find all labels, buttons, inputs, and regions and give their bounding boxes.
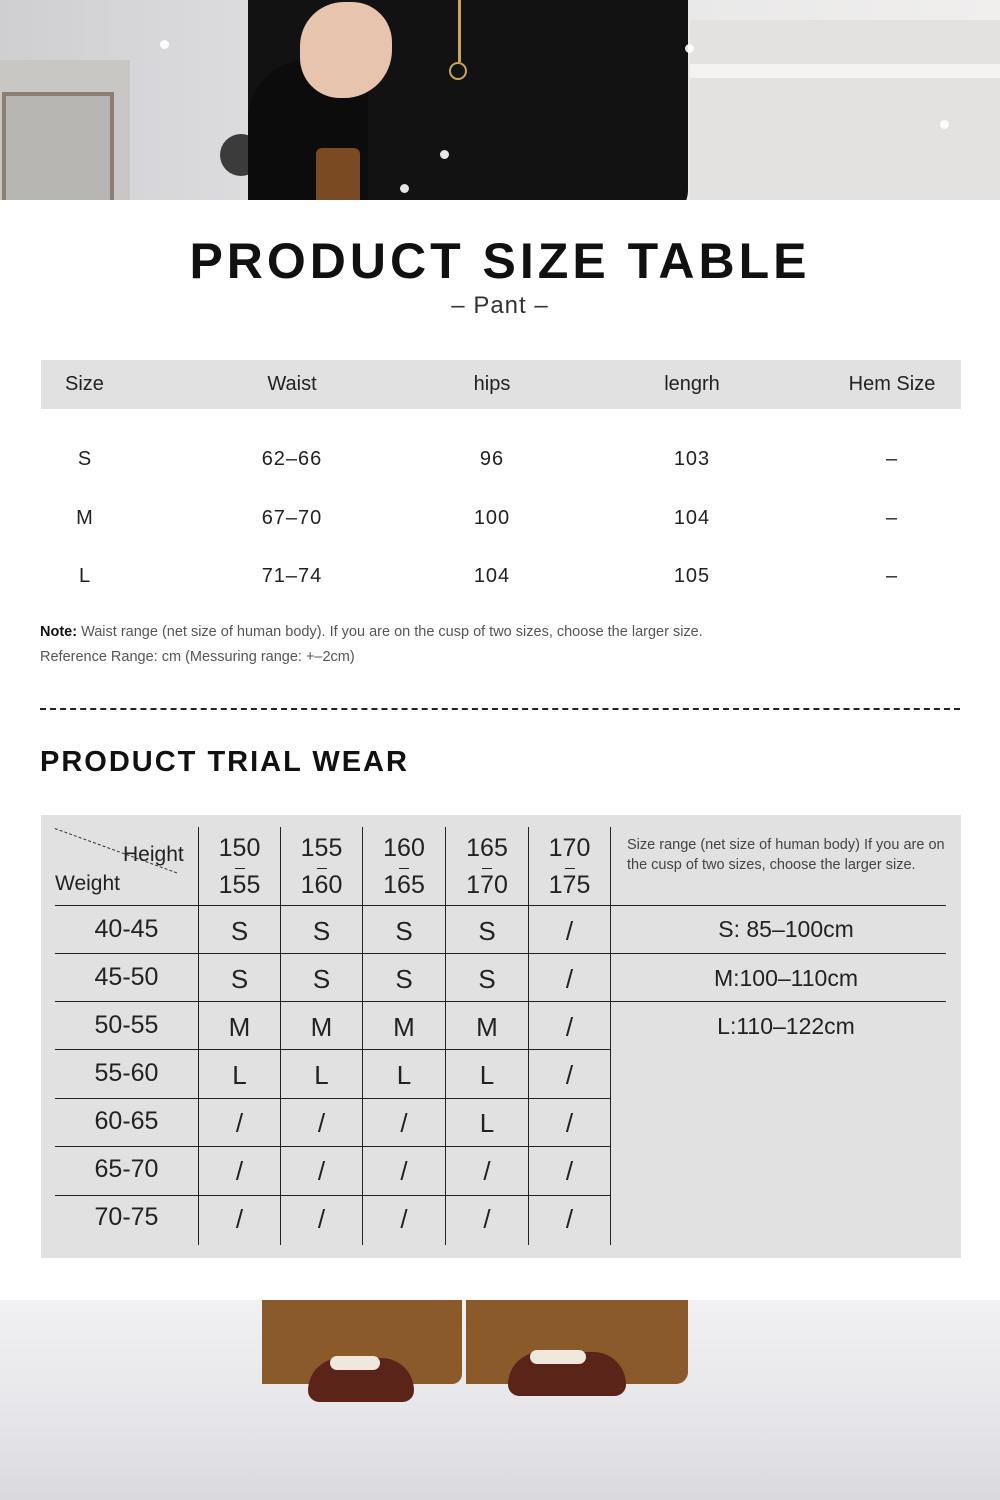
size-note [40, 624, 703, 640]
range-l: L:110–122cm [717, 1013, 855, 1039]
trial-cell: L [479, 1060, 495, 1090]
background-window [2, 92, 114, 200]
grid-line [55, 1195, 610, 1196]
trial-cell: / [483, 1156, 491, 1186]
height-top: 165 [466, 834, 508, 862]
trial-wear-title: PRODUCT TRIAL WEAR [40, 746, 409, 778]
size-row-m [41, 498, 961, 538]
model-photo-top [0, 0, 1000, 200]
cell-hem-size: – [885, 507, 899, 529]
height-bottom: 165 [363, 867, 445, 904]
cell-size: S [77, 448, 93, 470]
cell-hips: 100 [473, 507, 511, 529]
trial-cell: S [312, 916, 331, 946]
building-ledge [690, 64, 1000, 78]
trial-cell: M [476, 1012, 498, 1042]
cell-hem-size: – [885, 565, 899, 587]
grid-line [55, 1146, 610, 1147]
weight-label: 55-60 [94, 1059, 159, 1087]
height-top: 150 [218, 834, 261, 862]
weight-label: 45-50 [94, 963, 159, 991]
necklace-chain [458, 0, 461, 62]
section-divider [40, 708, 960, 710]
cell-hem-size: – [885, 448, 899, 470]
size-row-s [41, 439, 961, 479]
height-bottom: 170 [446, 867, 528, 904]
trial-cell: L [232, 1060, 247, 1090]
cell-size: L [78, 565, 92, 587]
size-row-l [41, 556, 961, 596]
note-text: Waist range (net size of human body). If you are on the cusp of two sizes, choose the larger size. [77, 624, 703, 640]
trial-cell: / [400, 1156, 408, 1186]
height-column-155-160 [281, 830, 362, 904]
cell-waist: 62–66 [261, 448, 323, 470]
range-s: S: 85–100cm [718, 916, 854, 942]
trial-cell: / [317, 1108, 326, 1138]
trial-cell: L [314, 1060, 329, 1090]
height-top: 170 [548, 834, 591, 862]
cell-waist: 71–74 [261, 565, 323, 587]
trial-cell: / [565, 1204, 574, 1234]
model-photo-bottom [0, 1300, 1000, 1500]
sock-left [330, 1356, 380, 1370]
weight-label: 50-55 [94, 1011, 159, 1039]
snowflake [400, 184, 409, 193]
size-table-title: PRODUCT SIZE TABLE [189, 233, 811, 289]
trial-cell: / [565, 916, 574, 946]
trial-cell: / [565, 1012, 574, 1042]
trial-cell: S [478, 916, 496, 946]
reference-range-note: Reference Range: cm (Messuring range: +–2cm) [40, 649, 355, 665]
trial-cell: / [565, 1060, 574, 1090]
trial-cell: L [396, 1060, 412, 1090]
header-waist: Waist [267, 373, 317, 395]
height-top: 155 [300, 834, 343, 862]
sock-right [530, 1350, 586, 1364]
height-bottom: 155 [199, 867, 280, 904]
trial-cell: / [235, 1156, 244, 1186]
grid-line [55, 953, 946, 954]
background-building [690, 20, 1000, 200]
cell-hips: 96 [479, 448, 505, 470]
trial-cell: / [565, 964, 574, 994]
weight-label: 60-65 [94, 1107, 159, 1135]
note-label: Note: [40, 624, 78, 640]
grid-line [55, 1001, 946, 1002]
height-column-165-170 [446, 830, 528, 904]
corner-height-label: Height [123, 843, 184, 866]
height-bottom: 175 [529, 867, 610, 904]
corner-weight-label: Weight [55, 872, 120, 895]
trial-cell: / [483, 1204, 491, 1234]
snowflake [940, 120, 949, 129]
trial-wear-table [41, 815, 961, 1258]
size-table-header [41, 360, 961, 409]
height-column-160-165 [363, 830, 445, 904]
height-column-170-175 [529, 830, 610, 904]
trial-cell: / [317, 1156, 326, 1186]
height-top: 160 [383, 834, 425, 862]
header-hem-size: Hem Size [848, 373, 936, 395]
cell-hips: 104 [473, 565, 511, 587]
trial-cell: S [478, 964, 496, 994]
cell-waist: 67–70 [261, 507, 323, 529]
snowflake [160, 40, 169, 49]
trial-cell: / [565, 1156, 574, 1186]
weight-label: 40-45 [94, 915, 159, 943]
trial-cell: L [479, 1108, 495, 1138]
model-hand [300, 2, 392, 98]
weight-label: 65-70 [94, 1155, 159, 1183]
trial-cell: M [393, 1012, 415, 1042]
trial-cell: S [230, 964, 249, 994]
header-size: Size [65, 373, 104, 395]
size-chart-card [0, 200, 1000, 1300]
trial-cell: S [395, 916, 413, 946]
size-range-note: Size range (net size of human body) If you are on the cusp of two sizes, choose the larger size. [627, 837, 945, 873]
trial-cell: / [400, 1204, 408, 1234]
size-table-subtitle: – Pant – [451, 292, 549, 319]
height-bottom: 160 [281, 867, 362, 904]
trial-cell: / [400, 1108, 408, 1138]
cell-length: 105 [673, 565, 711, 587]
cell-length: 103 [673, 448, 711, 470]
header-length: lengrh [664, 373, 720, 395]
handbag [316, 148, 360, 200]
range-m: M:100–110cm [713, 965, 859, 991]
trial-cell: / [235, 1108, 244, 1138]
header-hips: hips [473, 373, 511, 395]
trial-cell: / [235, 1204, 244, 1234]
trial-cell: S [230, 916, 249, 946]
height-column-150-155 [199, 830, 280, 904]
cell-size: M [76, 507, 94, 529]
trial-cell: S [395, 964, 413, 994]
trial-cell: / [565, 1108, 574, 1138]
grid-line [55, 1098, 610, 1099]
necklace-pendant [449, 62, 467, 80]
weight-label: 70-75 [94, 1203, 159, 1231]
trial-cell: / [317, 1204, 326, 1234]
cell-length: 104 [673, 507, 711, 529]
snowflake [440, 150, 449, 159]
trial-cell: M [310, 1012, 333, 1042]
trial-cell: M [228, 1012, 251, 1042]
trial-cell: S [312, 964, 331, 994]
grid-line [55, 1049, 610, 1050]
grid-line [55, 905, 946, 906]
snowflake [685, 44, 694, 53]
